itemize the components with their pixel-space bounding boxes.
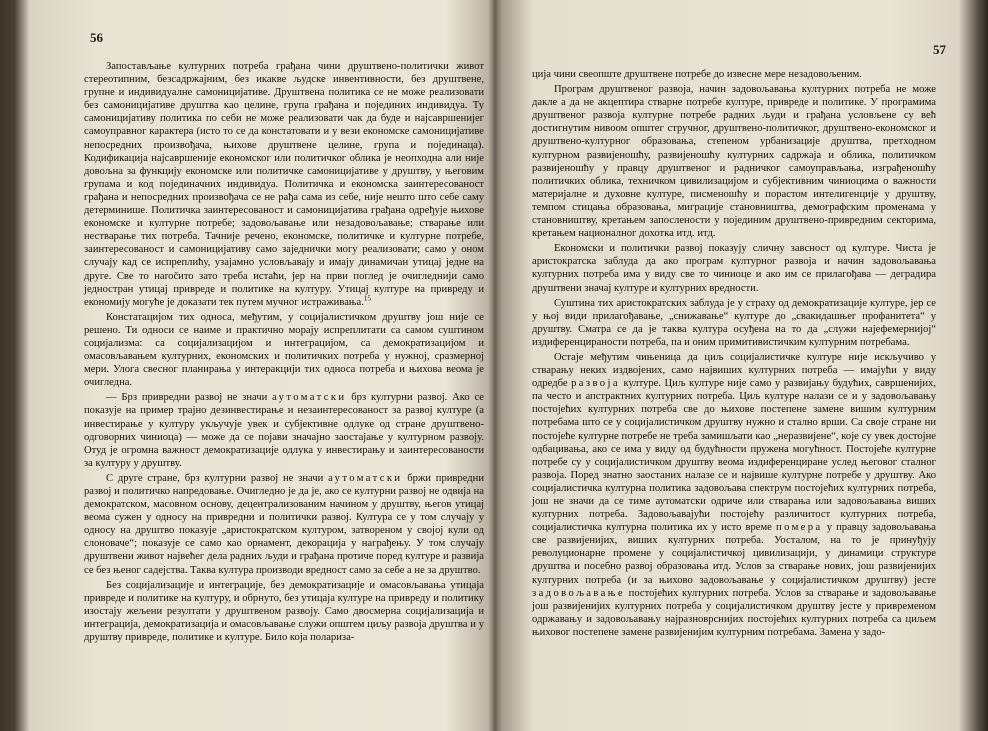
paragraph: Без социјализације и интеграције, без демократизације и омасовљавања утицаја привреде и политике на културу, и обрнуто, без утицаја културе на привреду и политику изостају жељени резултати у друштвеном развоју. Само двосмерна социјализација и интеграција, демократизација и омасовљавање служи општем циљу развоја друштва и у друштву привреде, политике и културе. Било која поларизa- [84,579,484,644]
left-page [18,0,492,731]
spaced-emphasis: помера [776,522,823,534]
paragraph: Економски и политички развој показују сличну завсност од културе. Чиста је аристократска заблуда да ако програм културног развоја и начин задовољавања културних потреба има у виду све то чиниоце и ако им се прилагођава — деградира друштвени значај културе и културних вредности. [532,243,936,294]
left-page-text [84,60,484,644]
paragraph: Програм друштвеног развоја, начин задовољавања културних потреба не може дакле а да не акцептира стварне потребе културе, привреде и политике. У програмима друштвеног развоја културне потребе радних људи и грађана условљене су већ достигнутим нивоом општег стручног, друштвено-политичког, друштвено-економског и друштвено-културног образовања, степеном урбанизације друштва, претходном културном развијеношћу, развијеношћу културних садржаја и облика, политичком развијеношћу у правцу друштвеног и радничког самоуправљања, изграђеношћу политичких облика, техничком цивилизацијом и субјективним чиниоцима о важности материјалне и духовне културе, писменошћу и порастом интелигенције у друштву, темпом стицања образовања, миграције становништва, демографским променама у становништву, кретањем запослености у појединим друштвено-привредним секторима, кретањем националног дохотка итд. итд. [532,84,936,240]
paragraph: Запостављање културних потреба грађана чини друштвено-политички живот стереотипним, безсадржајним, без икакве људске инвентивности, без друштвене, групне и индивидуалне самоницијативе. Друштвена политика се не може реализовати без самоницијативе друштва као целине, група грађана и појединих индивидуа. Ту самоницијативу политика по себи не може реализовати чак да буде и најсавршенијег самоуправног карактера (исто то се да констатовати и у вези економске самоницијативе непосредних произвођача, њихове друштвене целине, група и појединаца). Кодификација најсавршеније економског или политичког облика је неопходна али није довољна за функцију економске или политичке самоницијативе у друштву, у његовим групама и код појединачних индивидуа. Политичка и економска заинтересованост грађана и непосредних произвођача се не рађа сама из себе, није нешто што себе саму детерминише. Политичка заинтересованост и самоницијатива грађана одређује њихове економске и културне потребе; задовољавање или незадовољавање; стварање или нестварање тих потреба. Тачније речено, економске, политичке и културне потребе, заинтересованост и самоницијативу само заједнички могу реализовати; само у оном случају кад се испреплићу, узајамно условљавају и имају динамичан утицај једне на друге. Све то наročито зато треба истаћи, јер на први поглед је очигледнији само једностран утицај привреде и политике на културу. Утицај културе на привреду и економију могуће је доказати тек путем мучног истраживања.$^{15}$ [84,61,484,308]
right-page-text [532,68,936,639]
paragraph: С друге стране, брз културни развој не значи аутоматски бржи привредни развој и политичко напредовање. Очигледно је да је, ако се културни развој не одвија на демократском, масовном основу, децентрализованим начином у друштву, његов утицај веома сужен у односу на привредни и политички развој. Култура се у том случају у односу на друштво показује „аристократском културом, затвореном у својој кули од слоноваче“; показује се само као орнамент, декорација у награђењу. У том случају друштвени живот највећег дела радних људи и грађана протиче поред културе и развија се без њеног садејства. Таква култура производи вредност само за себе а не за друштво. [84,472,484,576]
spaced-emphasis: развоја [571,378,620,390]
paragraph: Остаје међутим чињеница да циљ социјалистичке културе није искључиво у стварању неких издвојених, само највиших културних потреба — имајући у виду одредбе развоја културе. Циљ културе није само у развијању будућих, савршенијих, па често и апстрактних културних потреба. Циљ културе налази се и у задовољавању постојећих културних потреба све до њихове постепене замене вишим културним потребама што се у социјалистичком друштву нужно и стално врши. Са своје стране ни постојеће културне потребе не треба замишљати као „неразвијене“, које су увек достојне одбацивања, ако се има у виду од будућности пружена могућност. Постојеће културне потребе су у социјалистичком друштву веома издиференциране услед његовог сталног развоја. Поред знатно заостаних налазе се и највише културне потребе у друштву. Ако социјалистичка културна политика задовољава спектрум постојећих културних потреба, још не значи да се тиме аутоматски одриче или стварања или задовољавања виших културних потреба. Задовољавајући постојећу различитост културних потреба, социјалистичка културна политика их у исто време помера у правцу задовољавања све развијенијих, виших културних потреба. Уосталом, на то је принуђују револуционарне промене у социјалистичкој цивилизацији, у динамици структуре друштва и посебно развој образовања итд. Услов за стварање нових, још развијенијих културних потреба (и за њихово задовољавање у социјалистичком друштву) јесте задовољавање постојећих културних потреба. Услов за стварање и задовољавање још развијенијих културних потреба у социјалистичком друштву јесте у привременом одржавању и задовољавању најразноврснијих постојећих културних потреба са циљем њиховог постепене замене развијенијим културним потребама. Замена у задо- [532,351,937,638]
paragraph: Констатацијом тих односа, међутим, у социјалистичком друштву још није се решено. Ти односи се наиме и практично морају испреплитати са самом суштином социјализма: са социјализацијом и интеграцијом, са демократизацијом и омасовљавањем културних, економских и политичких потреба у нужној, сразмерној мери. Улога свесног планирања у интеракцији тих односа потреба и њихова веома је очигледна. [84,311,484,389]
spaced-emphasis: аутоматски [272,392,347,404]
footnote-marker: 15 [363,294,371,303]
page-number-right: 57 [933,42,946,57]
paragraph: Суштина тих аристократских заблуда је у страху од демократизације културе, јер се у њој види прилагођавање, „снижавање“ културе до „свакидашњег профанитета“ у друштву. Сматра се да је таква култура осуђена на то да „служи најефемернијој“ издиференцираности потреба, па и оним примитивистичким културним потребама. [532,297,936,348]
spaced-emphasis: задовољавање [532,587,625,599]
right-page [508,0,974,731]
paragraph: ција чини свеопште друштвене потребе до извесне мере незадовољеним. [532,69,862,80]
spaced-emphasis: аутоматски [328,472,403,484]
page-number-left: 56 [90,30,103,45]
paragraph: — Брз привредни развој не значи аутоматски брз културни развој. Ако се показује на пример трајно дезинвестирање и незаинтересованост за развој културе (а инвестирање у културу укључује увек и субјективне одлуке од стране друштвено-одговорних чиниоца) — може да се појави значајно заостајање у културном развоју. Отуд је огромна важност демократизације одлука у инвестирању и заинтересованости за културу у друштву. [84,392,484,469]
